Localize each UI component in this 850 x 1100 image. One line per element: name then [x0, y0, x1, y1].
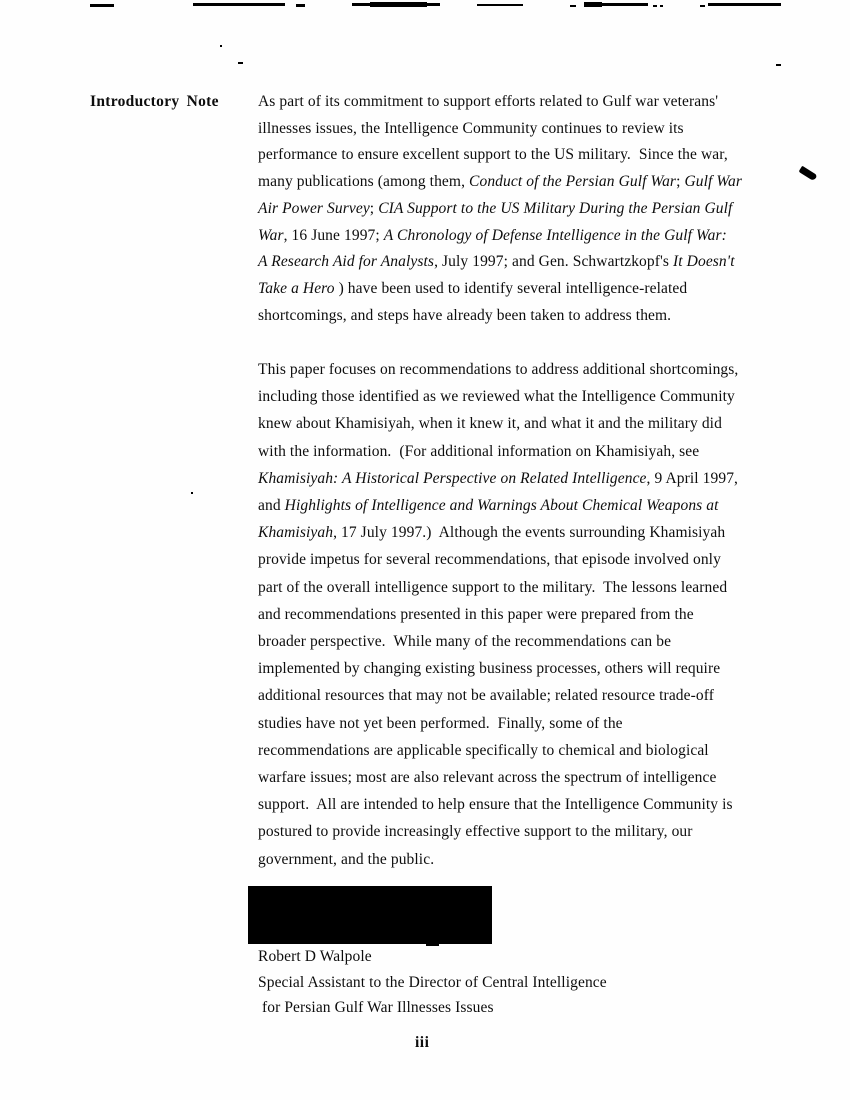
ink-mark [799, 166, 818, 181]
text-line: government, and the public. [258, 850, 435, 868]
text-line: including those identified as we reviewed what the Intelligence Community [258, 388, 735, 406]
section-heading: Introductory Note [90, 93, 219, 110]
text-line: implemented by changing existing business processes, others will require [258, 660, 721, 678]
scan-speck [238, 62, 243, 64]
scan-artifact-line [653, 5, 657, 7]
text-line: broader perspective. While many of the recommendations can be [258, 633, 672, 651]
text-line: provide impetus for several recommendations, that episode involved only [258, 551, 721, 569]
scan-artifact-line [570, 5, 576, 7]
text-line: recommendations are applicable specifically to chemical and biological [258, 741, 709, 759]
text-line: and Highlights of Intelligence and Warnings About Chemical Weapons at [258, 497, 719, 515]
text-line: and recommendations presented in this paper were prepared from the [258, 605, 694, 623]
text-line: many publications (among them, Conduct of the Persian Gulf War; Gulf War [258, 173, 742, 191]
text-line: shortcomings, and steps have already been taken to address them. [258, 306, 672, 324]
scan-artifact-line [477, 4, 523, 6]
body-paragraph [258, 356, 738, 873]
text-line: studies have not yet been performed. Finally, some of the [258, 714, 623, 732]
text-line: Khamisiyah: A Historical Perspective on Related Intelligence, 9 April 1997, [258, 469, 739, 487]
text-line: with the information. (For additional information on Khamisiyah, see [258, 442, 700, 460]
text-line: postured to provide increasingly effective support to the military, our [258, 823, 693, 841]
text-line: Khamisiyah, 17 July 1997.) Although the events surrounding Khamisiyah [258, 524, 726, 542]
text-line: This paper focuses on recommendations to address additional shortcomings, [258, 361, 739, 378]
signature-block [258, 944, 607, 1021]
text-line: Take a Hero ) have been used to identify several intelligence-related [258, 279, 688, 297]
redaction-block [248, 886, 492, 944]
text-line: performance to ensure excellent support to the US military. Since the war, [258, 146, 728, 164]
scan-artifact-line [708, 3, 781, 6]
text-line: support. All are intended to help ensure that the Intelligence Community is [258, 796, 733, 814]
scan-artifact-line [90, 4, 114, 7]
scan-speck [220, 45, 222, 47]
text-line: War, 16 June 1997; A Chronology of Defense Intelligence in the Gulf War: [258, 226, 727, 244]
text-line: warfare issues; most are also relevant across the spectrum of intelligence [258, 769, 717, 787]
text-line: As part of its commitment to support efforts related to Gulf war veterans' [258, 93, 719, 110]
intro-paragraph [258, 89, 742, 329]
text-line: A Research Aid for Analysts, July 1997; and Gen. Schwartzkopf's It Doesn't [258, 253, 735, 271]
scan-artifact-line [296, 4, 305, 7]
scan-artifact-line [370, 2, 427, 7]
scan-speck [191, 492, 193, 494]
scan-artifact-line [700, 5, 705, 7]
scan-artifact-line [193, 3, 285, 6]
signature-title-line-1: Special Assistant to the Director of Central Intelligence [258, 973, 607, 991]
page-number: iii [415, 1034, 430, 1051]
scan-artifact-line [660, 5, 663, 7]
scan-artifact-line [584, 3, 648, 6]
text-line: additional resources that may not be available; related resource trade-off [258, 687, 714, 705]
text-line: part of the overall intelligence support to the military. The lessons learned [258, 578, 728, 596]
signature-name: Robert D Walpole [258, 948, 372, 965]
signature-title-line-2: for Persian Gulf War Illnesses Issues [258, 999, 494, 1017]
scan-speck [776, 64, 781, 66]
text-line: Air Power Survey; CIA Support to the US Military During the Persian Gulf [258, 199, 733, 217]
text-line: knew about Khamisiyah, when it knew it, and what it and the military did [258, 415, 722, 433]
text-line: illnesses issues, the Intelligence Community continues to review its [258, 119, 684, 137]
